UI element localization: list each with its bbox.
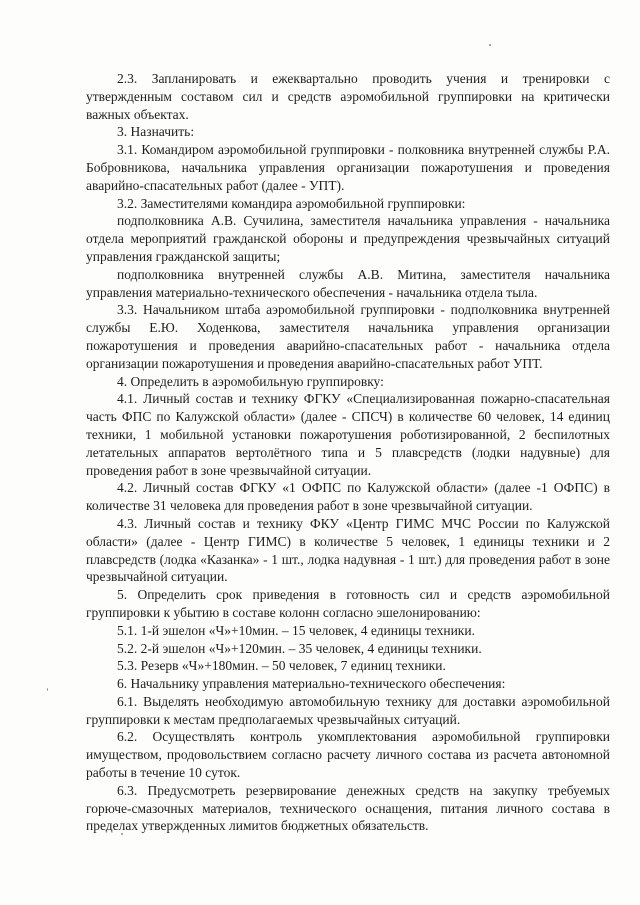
paragraph-5-2: 5.2. 2-й эшелон «Ч»+120мин. – 35 человек, 4 единицы техники. <box>117 640 482 656</box>
paragraph-3-3: 3.3. Начальником штаба аэромобильной группировки - подполковника внутренней службы Е.Ю. Ходенкова, заместителя начальника управления организации пожаротушения и проведения аварийно-спасательных работ - начальника отдела организации пожаротушения и проведения аварийно-спасательных работ УПТ. <box>86 302 610 371</box>
paragraph-3-1: 3.1. Командиром аэромобильной группировки - полковника внутренней службы Р.А. Бобровникова, начальника управления организации пожаротушения и проведения аварийно-спасательных работ (далее - УПТ). <box>86 142 610 193</box>
paragraph-4-2: 4.2. Личный состав ФГКУ «1 ОФПС по Калужской области» (далее -1 ОФПС) в количестве 31 человека для проведения работ в зоне чрезвычайной ситуации. <box>86 480 610 514</box>
paragraph-6-1: 6.1. Выделять необходимую автомобильную технику для доставки аэромобильной группировки к местам предполагаемых чрезвычайных ситуаций. <box>86 693 610 727</box>
scan-speck <box>47 688 48 691</box>
paragraph-2-3: 2.3. Запланировать и ежеквартально проводить учения и тренировки с утвержденным составом сил и средств аэромобильной группировки на критически важных объектах. <box>86 71 610 122</box>
paragraph-4-3: 4.3. Личный состав и технику ФКУ «Центр ГИМС МЧС России по Калужской области» (далее - Центр ГИМС) в количестве 5 человек, 1 единицы техники и 2 плавсредств (лодка «Казанка» - 1 шт., лодка надувная - 1 шт.) для проведения работ в зоне чрезвычайной ситуации. <box>86 515 610 585</box>
paragraph-5: 5. Определить срок приведения в готовность сил и средств аэромобильной группировки к убытию в составе колонн согласно эшелонированию: <box>86 587 610 620</box>
paragraph-5-3: 5.3. Резерв «Ч»+180мин. – 50 человек, 7 единиц техники. <box>117 658 446 674</box>
paragraph-3-2-deputy-1: подполковника А.В. Сучилина, заместителя начальника управления - начальника отдела мероприятий гражданской обороны и предупреждения чрезвычайных ситуаций управления гражданской защиты; <box>86 213 610 264</box>
paragraph-4: 4. Определить в аэромобильную группировку: <box>117 373 384 389</box>
paragraph-5-1: 5.1. 1-й эшелон «Ч»+10мин. – 15 человек, 4 единицы техники. <box>117 622 475 638</box>
scan-speck <box>121 833 123 835</box>
paragraph-3-2-deputy-2: подполковника внутренней службы А.В. Митина, заместителя начальника управления материально-технического обеспечения - начальника отдела тыла. <box>86 266 610 300</box>
paragraph-3: 3. Назначить: <box>117 124 195 140</box>
document-body <box>86 70 610 835</box>
paragraph-6-3: 6.3. Предусмотреть резервирование денежных средств на закупку требуемых горюче-смазочных материалов, технического оснащения, питания личного состава в пределах утвержденных лимитов бюджетных обязательств. <box>86 782 610 834</box>
scan-speck <box>489 44 491 46</box>
paragraph-4-1: 4.1. Личный состав и технику ФГКУ «Специализированная пожарно-спасательная часть ФПС по Калужской области» (далее - СПСЧ) в количестве 60 человек, 14 единиц техники, 1 мобильной установки пожаротушения роботизированной, 2 беспилотных летательных аппаратов вертолётного типа и 5 плавсредств (лодки надувные) для проведения работ в зоне чрезвычайной ситуации. <box>86 391 610 478</box>
paragraph-6-2: 6.2. Осуществлять контроль укомплектования аэромобильной группировки имуществом, продовольствием согласно расчету личного состава из расчета автономной работы в течение 10 суток. <box>86 729 610 781</box>
paragraph-3-2: 3.2. Заместителями командира аэромобильной группировки: <box>117 195 466 211</box>
paragraph-6: 6. Начальнику управления материально-технического обеспечения: <box>117 676 506 692</box>
